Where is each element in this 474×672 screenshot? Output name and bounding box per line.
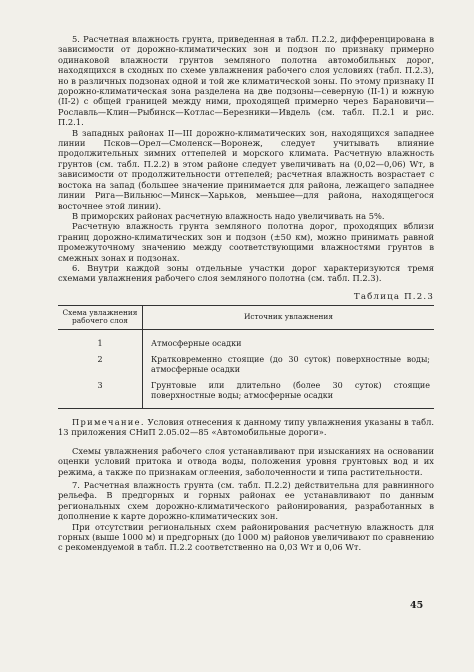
paragraph-zone-borders: Расчетную влажность грунта земляного полотна дорог, проходящих вблизи границ дорожно-климатических зон и подзон (±50 км), можно принимать равной промежуточному значению между соответствующими влажностями грунтов в смежных зонах и подзонах. <box>58 221 434 263</box>
header-scheme: Схема увлажнения рабочего слоя <box>58 305 143 329</box>
table-row <box>58 378 434 409</box>
moisture-scheme-table <box>58 305 434 409</box>
row-source: Кратковременно стоящие (до 30 суток) поверхностные воды; атмосферные осадки <box>151 354 430 374</box>
header-source: Источник увлажнения <box>143 305 435 329</box>
document-body <box>58 34 434 553</box>
paragraph-coastal-regions: В приморских районах расчетную влажность надо увеличивать на 5%. <box>72 210 385 221</box>
table-row <box>58 329 434 352</box>
row-source: Атмосферные осадки <box>151 338 242 348</box>
row-number: 2 <box>58 352 143 378</box>
paragraph-7: 7. Расчетная влажность грунта (см. табл. П.2.2) действительна для равнинного рельефа. В предгорных и горных районах ее устанавливают по данным региональных схем дорожно-климатического районирования, разработанных в дополнение к карте дорожно-климатических зон. <box>58 479 434 522</box>
table-note <box>58 417 434 438</box>
table-row <box>58 352 434 378</box>
table-caption: Таблица П.2.3 <box>353 291 434 302</box>
row-number: 3 <box>58 378 143 409</box>
row-number: 1 <box>58 329 143 352</box>
note-label: Примечание. <box>72 416 145 427</box>
note-text: Условия отнесения к данному типу увлажнения указаны в табл. 13 приложения СНиП 2.05.02—85 «Автомобильные дороги». <box>58 416 434 438</box>
paragraph-western-regions: В западных районах II—III дорожно-климатических зон, находящихся западнее линии Псков—Орел—Смоленск—Воронеж, следует учитывать влияние продолжительных зимних оттепелей и морского климата. Расчетную влажность грунтов (см. табл. П.2.2) в этом районе следует увеличивать на (0,02—0,06) Wт, в зависимости от продолжительности оттепелей; расчетная влажность возрастает с востока на запад (большее значение принимается для района, лежащего западнее линии Рига—Вильнюс—Минск—Харьков, меньшее—для района, находящегося восточнее этой линии). <box>58 127 434 211</box>
paragraph-5: 5. Расчетная влажность грунта, приведенная в табл. П.2.2, дифференцирована в зависимости от дорожно-климатических зон и подзон по признаку примерно одинаковой влажности грунтов земляного полотна автомобильных дорог, находящихся в сходных по схеме увлажнения рабочего слоя условиях (табл. П.2.3), но в различных подзонах одной и той же климатической зоны. По этому признаку II дорожно-климатическая зона разделена на две подзоны—северную (II-1) и южную (II-2) с общей границей между ними, проходящей примерно через Барановичи—Рославль—Клин—Рыбинск—Котлас—Березники—Ивдель (см. табл. П.2.1 и рис. П.2.1. <box>58 34 434 128</box>
row-source: Грунтовые или длительно (более 30 суток) стоящие поверхностные воды; атмосферные осадки <box>143 378 435 409</box>
paragraph-6: 6. Внутри каждой зоны отдельные участки дорог характеризуются тремя схемами увлажнения рабочего слоя земляного полотна (см. табл. П.2.3). <box>58 262 434 284</box>
paragraph-mountain-regions: При отсутствии региональных схем районирования расчетную влажность для горных (выше 1000 м) и предгорных (до 1000 м) районов увеличивают по сравнению с рекомендуемой в табл. П.2.2 соответственно на 0,03 Wт и 0,06 Wт. <box>58 521 434 553</box>
table-header-row <box>58 305 434 329</box>
page-number: 45 <box>410 600 424 611</box>
paragraph-schemes-survey: Схемы увлажнения рабочего слоя устанавливают при изысканиях на основании оценки условий притока и отвода воды, положения уровня грунтовых вод и их режима, а также по признакам оглеения, заболоченности и типа растительности. <box>58 445 434 477</box>
